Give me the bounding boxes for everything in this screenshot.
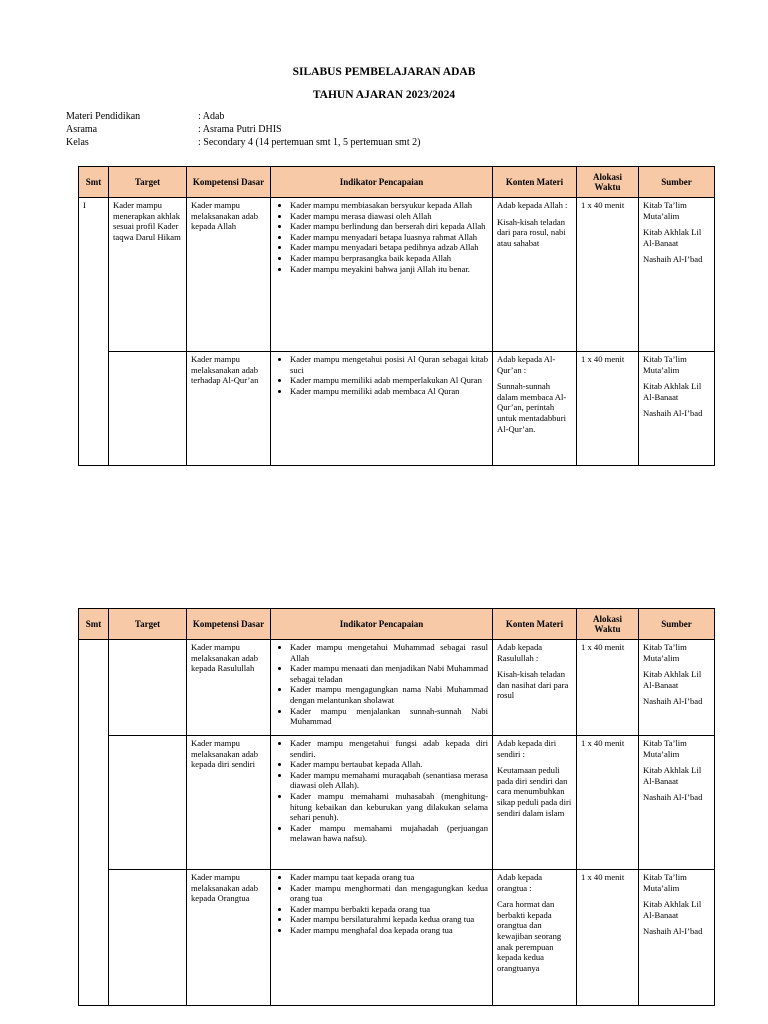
- indikator-cell: [271, 198, 493, 352]
- alokasi-cell: 1 x 40 menit: [577, 198, 639, 352]
- document-subtitle: TAHUN AJARAN 2023/2024: [312, 89, 456, 101]
- indikator-list: [275, 642, 488, 727]
- meta-label: Asrama: [66, 124, 98, 135]
- header-alokasi: Alokasi Waktu: [577, 167, 639, 198]
- indikator-list: [275, 738, 488, 844]
- sumber-item: Nashaih Al-I’bad: [643, 792, 703, 803]
- indikator-list: [275, 200, 488, 274]
- konten-cell: [493, 640, 577, 736]
- kompetensi-cell: Kader mampu melaksanakan adab kepada Orangtua: [187, 870, 271, 1006]
- sumber-item: Kitab Akhlak Lil Al-Banaat: [643, 381, 702, 402]
- indikator-item: • Kader mampu bertaubat kepada Allah.: [290, 759, 488, 770]
- meta-value: : Secondary 4 (14 pertemuan smt 1, 5 pertemuan smt 2): [198, 137, 421, 148]
- kompetensi-cell: Kader mampu melaksanakan adab kepada Rasulullah: [187, 640, 271, 736]
- indikator-item: • Kader mampu meyakini bahwa janji Allah itu benar.: [290, 264, 488, 275]
- konten-body: Cara hormat dan berbakti kepada orangtua dan kewajiban seorang anak perempuan kepada kedua orangtuanya: [497, 899, 562, 973]
- indikator-item: • Kader mampu menghafal doa kepada orang tua: [290, 925, 488, 936]
- alokasi-cell: 1 x 40 menit: [577, 640, 639, 736]
- document-meta: [66, 110, 420, 149]
- indikator-cell: [271, 736, 493, 870]
- konten-cell: [493, 352, 577, 466]
- header-alokasi: Alokasi Waktu: [577, 609, 639, 640]
- syllabus-table-2: [78, 608, 715, 1006]
- header-kompetensi: Kompetensi Dasar: [187, 167, 271, 198]
- sumber-item: Kitab Akhlak Lil Al-Banaat: [643, 669, 702, 690]
- indikator-item: • Kader mampu memahami muraqabah (senantiasa merasa diawasi oleh Allah).: [290, 770, 488, 791]
- syllabus-table-1: [78, 166, 715, 466]
- table-row: [79, 736, 715, 870]
- header-indikator: Indikator Pencapaian: [271, 167, 493, 198]
- header-sumber: Sumber: [639, 609, 715, 640]
- sumber-item: Nashaih Al-I’bad: [643, 254, 703, 265]
- sumber-item: Kitab Akhlak Lil Al-Banaat: [643, 765, 702, 786]
- indikator-item: • Kader mampu menjalankan sunnah-sunnah Nabi Muhammad: [290, 706, 488, 727]
- sumber-item: Kitab Ta’lim Muta’alim: [643, 738, 687, 759]
- indikator-item: • Kader mampu bersilaturahmi kepada kedua orang tua: [290, 914, 488, 925]
- indikator-item: • Kader mampu mengetahui posisi Al Quran sebagai kitab suci: [290, 354, 488, 375]
- table-row: [79, 352, 715, 466]
- header-target: Target: [109, 609, 187, 640]
- konten-title: Adab kepada Allah :: [497, 200, 568, 210]
- indikator-item: • Kader mampu menghormati dan mengagungkan kedua orang tua: [290, 883, 488, 904]
- sumber-item: Kitab Akhlak Lil Al-Banaat: [643, 227, 702, 248]
- meta-label: Kelas: [66, 137, 89, 148]
- meta-row: [66, 110, 420, 123]
- konten-body: Kisah-kisah teladan dari para rosul, nabi atau sahabat: [497, 216, 566, 248]
- konten-cell: [493, 870, 577, 1006]
- sumber-item: Kitab Ta’lim Muta’alim: [643, 872, 687, 893]
- target-cell: Kader mampu menerapkan akhlak sesuai profil Kader taqwa Darul Hikam: [109, 198, 187, 352]
- meta-row: [66, 136, 420, 149]
- konten-title: Adab kepada Al-Qur’an :: [497, 354, 556, 375]
- indikator-item: • Kader mampu mengagungkan nama Nabi Muhammad dengan melantunkan sholawat: [290, 684, 488, 705]
- target-cell: [109, 870, 187, 1006]
- indikator-item: • Kader mampu mengetahui Muhammad sebagai rasul Allah: [290, 642, 488, 663]
- header-konten: Konten Materi: [493, 609, 577, 640]
- konten-body: Keutamaan peduli pada diri sendiri dan cara menumbuhkan sikap peduli pada diri sendiri dalam islam: [497, 765, 572, 818]
- sumber-item: Kitab Akhlak Lil Al-Banaat: [643, 899, 702, 920]
- indikator-item: • Kader mampu berbakti kepada orang tua: [290, 904, 488, 915]
- indikator-item: • Kader mampu menyadari betapa pedihnya adzab Allah: [290, 242, 488, 253]
- indikator-item: • Kader mampu mengetahui fungsi adab kepada diri sendiri.: [290, 738, 488, 759]
- target-cell: [109, 736, 187, 870]
- kompetensi-cell: Kader mampu melaksanakan adab kepada diri sendiri: [187, 736, 271, 870]
- header-smt: Smt: [79, 167, 109, 198]
- alokasi-cell: 1 x 40 menit: [577, 736, 639, 870]
- indikator-item: • Kader mampu memahami mujahadah (perjuangan melawan hawa nafsu).: [290, 823, 488, 844]
- indikator-item: • Kader mampu memiliki adab memperlakukan Al Quran: [290, 375, 488, 386]
- indikator-list: [275, 872, 488, 936]
- sumber-cell: [639, 736, 715, 870]
- indikator-item: • Kader mampu memiliki adab membaca Al Quran: [290, 386, 488, 397]
- indikator-item: • Kader mampu menyadari betapa luasnya rahmat Allah: [290, 232, 488, 243]
- meta-label: Materi Pendidikan: [66, 111, 141, 122]
- indikator-item: • Kader mampu taat kepada orang tua: [290, 872, 488, 883]
- indikator-cell: [271, 352, 493, 466]
- sumber-item: Nashaih Al-I’bad: [643, 696, 703, 707]
- header-smt: Smt: [79, 609, 109, 640]
- target-cell: [109, 640, 187, 736]
- kompetensi-cell: Kader mampu melaksanakan adab kepada Allah: [187, 198, 271, 352]
- semester-cell: I: [79, 198, 109, 466]
- sumber-item: Kitab Ta’lim Muta’alim: [643, 642, 687, 663]
- konten-cell: [493, 198, 577, 352]
- meta-value: : Asrama Putri DHIS: [198, 124, 282, 135]
- indikator-cell: [271, 640, 493, 736]
- table-row: [79, 198, 715, 352]
- meta-value: : Adab: [198, 111, 225, 122]
- header-kompetensi: Kompetensi Dasar: [187, 609, 271, 640]
- target-cell: [109, 352, 187, 466]
- konten-title: Adab kepada diri sendiri :: [497, 738, 557, 759]
- header-sumber: Sumber: [639, 167, 715, 198]
- indikator-item: • Kader mampu memahami muhasabah (menghitung-hitung kebaikan dan keburukan yang dilakukan selama sehari penuh).: [290, 791, 488, 823]
- alokasi-cell: 1 x 40 menit: [577, 352, 639, 466]
- table-row: [79, 870, 715, 1006]
- header-target: Target: [109, 167, 187, 198]
- konten-body: Sunnah-sunnah dalam membaca Al-Qur’an, perintah untuk mentadabburi Al-Qur’an.: [497, 381, 567, 434]
- indikator-item: • Kader mampu berlindung dan berserah diri kepada Allah: [290, 221, 488, 232]
- sumber-item: Kitab Ta’lim Muta’alim: [643, 354, 687, 375]
- konten-body: Kisah-kisah teladan dan nasihat dari para rosul: [497, 669, 569, 701]
- sumber-cell: [639, 640, 715, 736]
- konten-title: Adab kepada orangtua :: [497, 872, 543, 893]
- table-header-row: [79, 609, 715, 640]
- konten-cell: [493, 736, 577, 870]
- table-row: [79, 640, 715, 736]
- document-title: SILABUS PEMBELAJARAN ADAB: [292, 66, 476, 78]
- indikator-item: • Kader mampu menaati dan menjadikan Nabi Muhammad sebagai teladan: [290, 663, 488, 684]
- kompetensi-cell: Kader mampu melaksanakan adab terhadap Al-Qur’an: [187, 352, 271, 466]
- sumber-item: Nashaih Al-I’bad: [643, 926, 703, 937]
- sumber-item: Nashaih Al-I’bad: [643, 408, 703, 419]
- indikator-item: • Kader mampu membiasakan bersyukur kepada Allah: [290, 200, 488, 211]
- indikator-cell: [271, 870, 493, 1006]
- konten-title: Adab kepada Rasulullah :: [497, 642, 543, 663]
- header-indikator: Indikator Pencapaian: [271, 609, 493, 640]
- sumber-cell: [639, 198, 715, 352]
- indikator-item: • Kader mampu merasa diawasi oleh Allah: [290, 211, 488, 222]
- indikator-list: [275, 354, 488, 396]
- sumber-cell: [639, 352, 715, 466]
- header-konten: Konten Materi: [493, 167, 577, 198]
- sumber-cell: [639, 870, 715, 1006]
- semester-cell: [79, 640, 109, 1006]
- table-header-row: [79, 167, 715, 198]
- indikator-item: • Kader mampu berprasangka baik kepada Allah: [290, 253, 488, 264]
- meta-row: [66, 123, 420, 136]
- alokasi-cell: 1 x 40 menit: [577, 870, 639, 1006]
- sumber-item: Kitab Ta’lim Muta’alim: [643, 200, 687, 221]
